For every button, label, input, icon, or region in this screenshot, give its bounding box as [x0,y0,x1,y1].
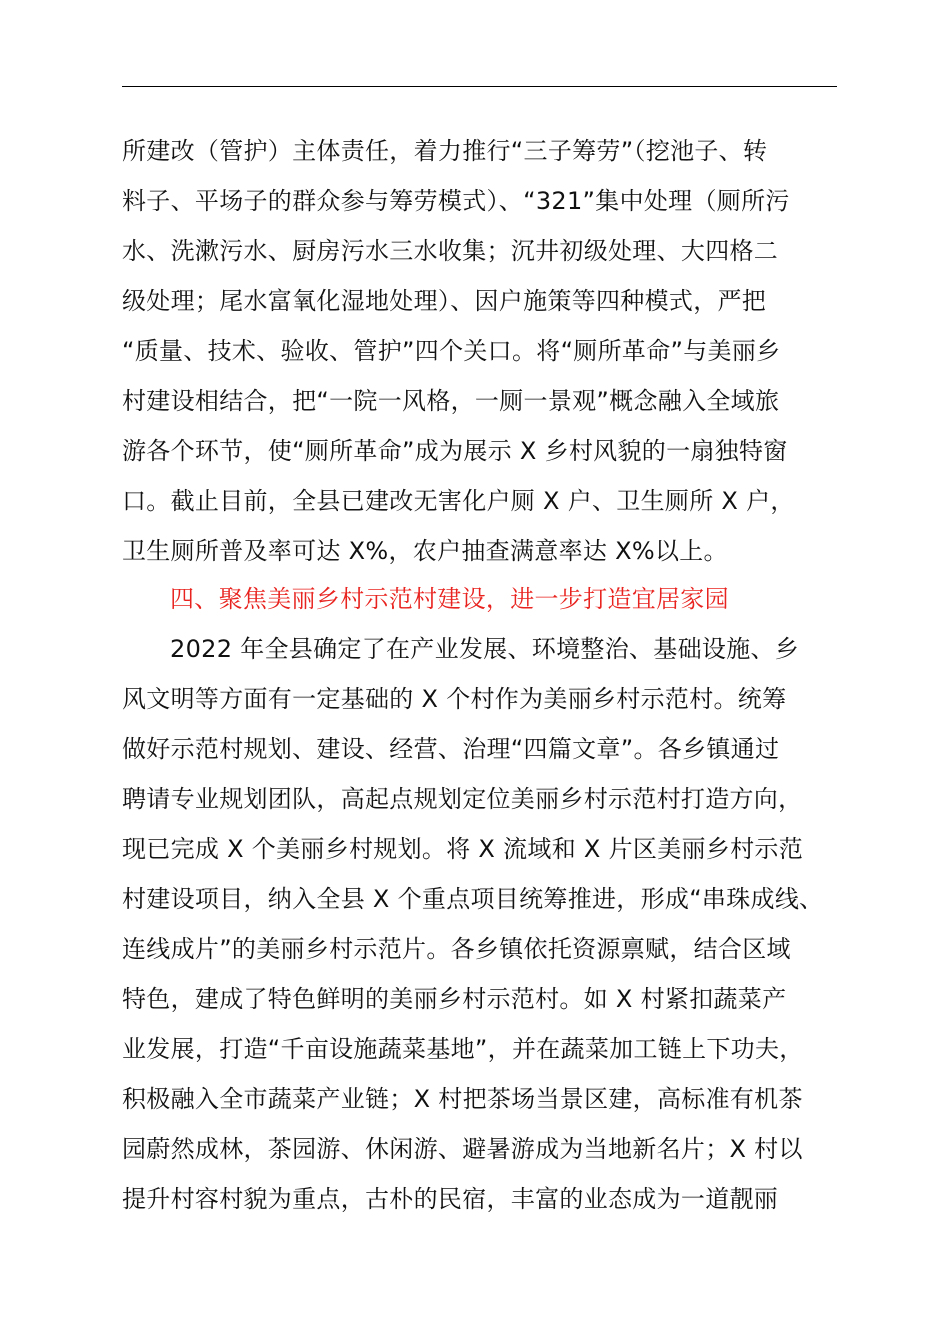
paragraph-line: 园蔚然成林，茶园游、休闲游、避暑游成为当地新名片；X 村以 [122,1135,803,1163]
paragraph-line: 特色，建成了特色鲜明的美丽乡村示范村。如 X 村紧扣蔬菜产 [122,985,787,1013]
section-heading: 四、聚焦美丽乡村示范村建设，进一步打造宜居家园 [170,585,729,613]
paragraph-line: 连线成片”的美丽乡村示范片。各乡镇依托资源禀赋，结合区域 [122,935,791,963]
paragraph-line: 积极融入全市蔬菜产业链；X 村把茶场当景区建，高标准有机茶 [122,1085,803,1113]
paragraph-line: 业发展，打造“千亩设施蔬菜基地”，并在蔬菜加工链上下功夫， [122,1035,804,1063]
paragraph-line: 做好示范村规划、建设、经营、治理“四篇文章”。各乡镇通过 [122,735,780,763]
paragraph-line: “质量、技术、验收、管护”四个关口。将“厕所革命”与美丽乡 [122,337,781,365]
paragraph-line: 村建设项目，纳入全县 X 个重点项目统筹推进，形成“串珠成线、 [122,885,824,913]
paragraph-line: 口。截止目前，全县已建改无害化户厕 X 户、卫生厕所 X 户， [122,487,795,515]
paragraph-line: 提升村容村貌为重点，古朴的民宿，丰富的业态成为一道靓丽 [122,1185,779,1213]
header-rule [122,86,837,87]
paragraph-line: 2022 年全县确定了在产业发展、环境整治、基础设施、乡 [170,635,800,663]
paragraph-line: 料子、平场子的群众参与筹劳模式）、“321”集中处理（厕所污 [122,187,790,215]
paragraph-line: 风文明等方面有一定基础的 X 个村作为美丽乡村示范村。统筹 [122,685,787,713]
paragraph-line: 游各个环节，使“厕所革命”成为展示 X 乡村风貌的一扇独特窗 [122,437,788,465]
paragraph-line: 所建改（管护）主体责任，着力推行“三子筹劳”（挖池子、转 [122,137,768,165]
paragraph-line: 水、洗漱污水、厨房污水三水收集；沉井初级处理、大四格二 [122,237,779,265]
paragraph-line: 级处理；尾水富氧化湿地处理）、因户施策等四种模式，严把 [122,287,767,315]
paragraph-line: 聘请专业规划团队，高起点规划定位美丽乡村示范村打造方向， [122,785,803,813]
paragraph-line: 村建设相结合，把“一院一风格，一厕一景观”概念融入全域旅 [122,387,780,415]
paragraph-line: 卫生厕所普及率可达 X%，农户抽查满意率达 X%以上。 [122,537,728,565]
paragraph-line: 现已完成 X 个美丽乡村规划。将 X 流域和 X 片区美丽乡村示范 [122,835,803,863]
